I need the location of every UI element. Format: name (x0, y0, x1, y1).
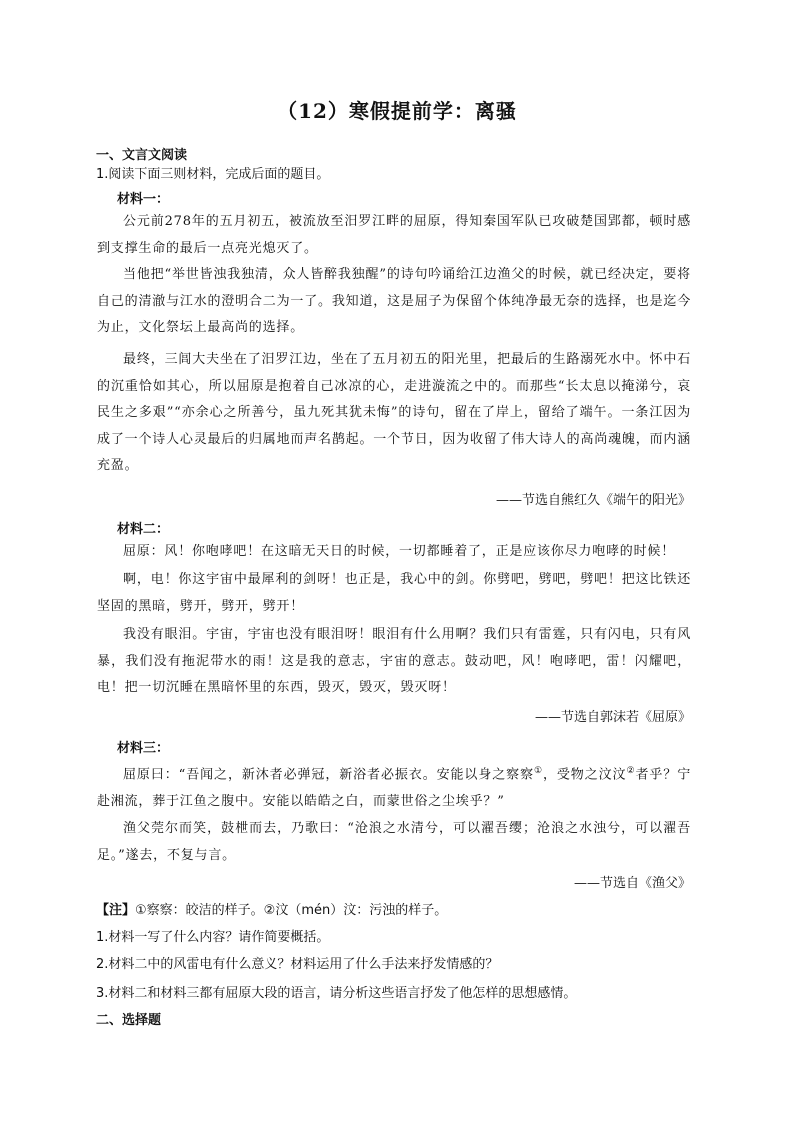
material1-paragraph-1: 公元前278年的五月初五，被流放至汨罗江畔的屈原，得知秦国军队已攻破楚国郢都，顿时感到支撑生命的最后一点亮光熄灭了。 (97, 214, 691, 256)
material2-paragraph-2: 啊，电！你这宇宙中最犀利的剑呀！也正是，我心中的剑。你劈吧，劈吧，劈吧！把这比铁还坚固的黑暗，劈开，劈开，劈开！ (97, 572, 691, 614)
material2-paragraph-1: 屈原：风！你咆哮吧！在这暗无天日的时候，一切都睡着了，正是应该你尽力咆哮的时候！ (123, 544, 676, 559)
section-heading-choice: 二、选择题 (96, 1013, 162, 1028)
material3-text-c: 者乎？宁赴湘流，葬于江鱼之腹中。安能以皓皓之白，而蒙世俗之尘埃乎？” (97, 767, 691, 809)
material3-text-b: ，受物之汶汶 (542, 767, 627, 783)
material2-paragraph-3: 我没有眼泪。宇宙，宇宙也没有眼泪呀！眼泪有什么用啊？我们只有雷霆，只有闪电，只有风暴，我们没有拖泥带水的雨！这是我的意志，宇宙的意志。鼓动吧，风！咆哮吧，雷！闪耀吧，电！把一切沉睡在黑暗怀里的东西，毁灭，毁灭，毁灭呀！ (97, 627, 691, 695)
question-2: 2.材料二中的风雷电有什么意义？材料运用了什么手法来抒发情感的？ (96, 957, 499, 972)
material3-paragraph-2: 渔父莞尔而笑，鼓枻而去，乃歌曰：“沧浪之水清兮，可以濯吾缨；沧浪之水浊兮，可以濯吾足。”遂去，不复与言。 (97, 821, 691, 863)
material3-text-a: 屈原曰：“吾闻之，新沐者必弹冠，新浴者必振衣。安能以身之察察 (123, 767, 534, 783)
footnote-mark-1: ① (534, 766, 543, 776)
footnote-mark-2: ② (626, 766, 636, 776)
question-1: 1.材料一写了什么内容？请作简要概括。 (96, 930, 330, 945)
footnote-text: ①察察：皎洁的样子。②汶（mén）汶：污浊的样子。 (135, 903, 448, 918)
material3-source: ——节选自《渔父》 (573, 876, 691, 891)
section-heading-reading: 一、文言文阅读 (96, 148, 188, 163)
question-3: 3.材料二和材料三都有屈原大段的语言，请分析这些语言抒发了他怎样的思想感情。 (96, 986, 577, 1001)
material3-heading: 材料三： (117, 741, 170, 756)
page-title: （12）寒假提前学：离骚 (277, 99, 517, 123)
footnote (96, 899, 447, 918)
material1-paragraph-3: 最终，三闾大夫坐在了汨罗江边，坐在了五月初五的阳光里，把最后的生路溺死水中。怀中石的沉重恰如其心，所以屈原是抱着自己冰凉的心，走进漩流之中的。而那些“长太息以掩涕兮，哀民生之多艰”“亦余心之所善兮，虽九死其犹未悔”的诗句，留在了岸上，留给了端午。一条江因为成了一个诗人心灵最后的归属地而声名鹊起。一个节日，因为收留了伟大诗人的高尚魂魄，而内涵充盈。 (97, 352, 691, 473)
material2-heading: 材料二： (117, 522, 170, 537)
material1-source: ——节选自熊红久《端午的阳光》 (495, 493, 691, 508)
footnote-label: 【注】 (96, 903, 136, 918)
material2-source: ——节选自郭沫若《屈原》 (534, 710, 691, 725)
material1-paragraph-2: 当他把“举世皆浊我独清，众人皆醉我独醒”的诗句吟诵给江边渔父的时候，就已经决定，要将自己的清澈与江水的澄明合二为一了。我知道，这是屈子为保留个体纯净最无奈的选择，也是迄今为止，文化祭坛上最高尚的选择。 (97, 267, 691, 335)
instruction-text: 1.阅读下面三则材料，完成后面的题目。 (96, 167, 330, 182)
material3-paragraph-1 (97, 758, 691, 815)
material1-heading: 材料一： (117, 192, 170, 207)
